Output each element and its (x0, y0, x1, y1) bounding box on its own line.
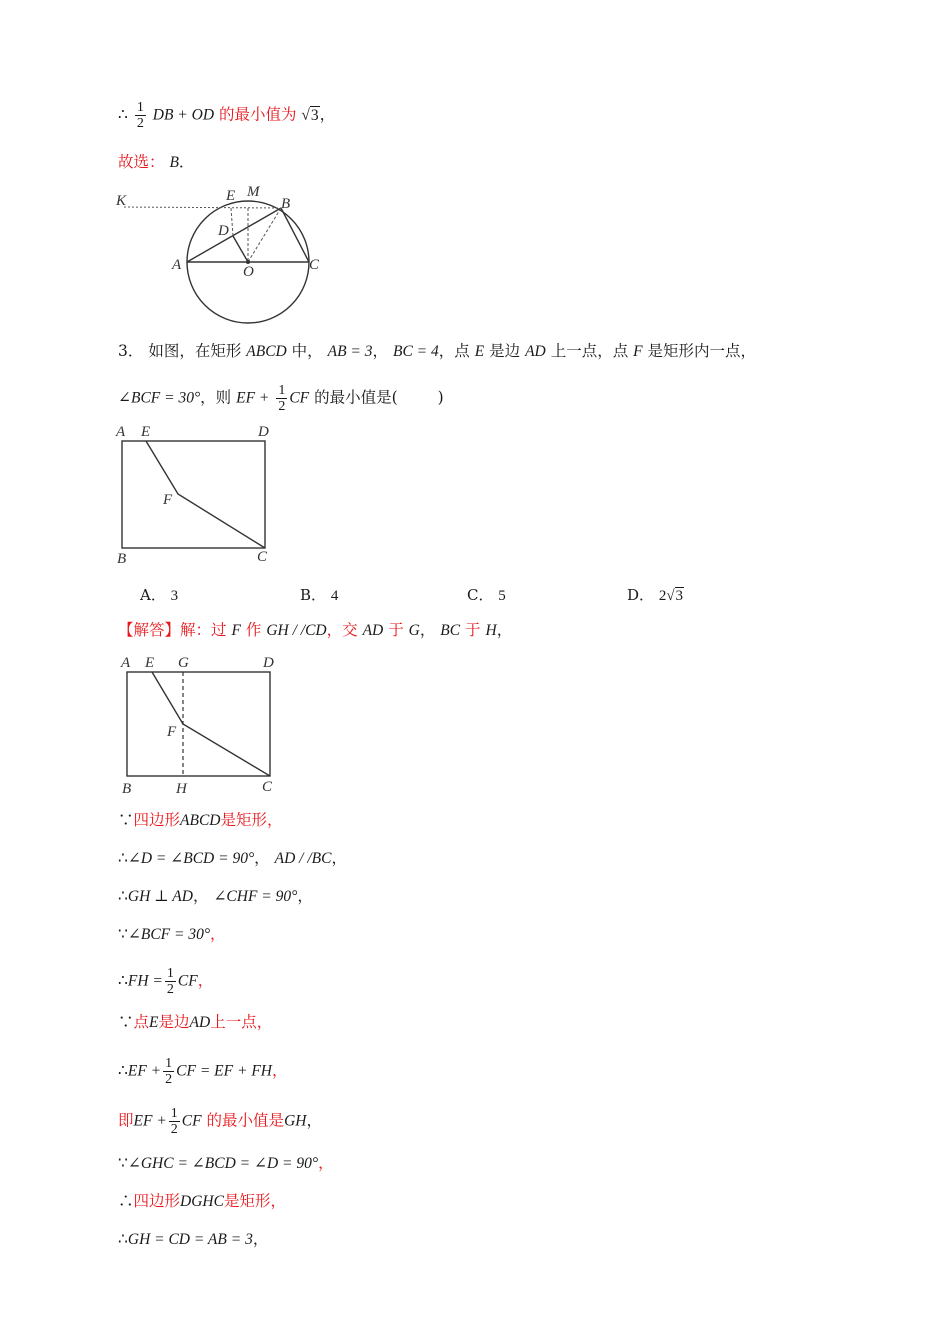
label-e: E (145, 655, 155, 671)
label-e: E (141, 424, 151, 440)
label-d: D (218, 223, 229, 239)
label-c: C (257, 549, 268, 565)
label-b: B (281, 196, 291, 212)
label-g: G (178, 655, 189, 671)
label-m: M (247, 184, 260, 200)
fraction-half: $\frac{1}{2}$ (170, 1106, 178, 1137)
solution-header: 【解答】解：过 F 作 GH / /CD，交 AD 于 G， BC 于 H， (118, 621, 513, 639)
step-11: ∴GH = CD = AB = 3， (118, 1230, 269, 1248)
question-number: 3． (118, 342, 144, 360)
label-d: D (263, 655, 274, 671)
step-9: ∵∠GHC = ∠BCD = ∠D = 90°， (118, 1154, 334, 1172)
step-10: ∴四边形DGHC是矩形， (118, 1192, 286, 1210)
intro-text: 的最小值为 (218, 105, 297, 124)
segment-d-o (233, 236, 248, 262)
step-6: ∵点E是边AD上一点， (118, 1013, 273, 1031)
intro-line: ∴ $\frac{1}{2}$ DB + OD 的最小值为 √3， (118, 100, 336, 131)
option-a[interactable]: A． 3 (140, 586, 179, 604)
chord-bc (281, 208, 309, 262)
option-c[interactable]: C． 5 (467, 586, 506, 604)
sqrt-value: √3 (301, 106, 319, 124)
label-b: B (122, 781, 132, 797)
label-f: F (167, 724, 177, 740)
option-d[interactable]: D． 2√3 (627, 586, 684, 604)
label-b: B (117, 551, 127, 567)
step-1: ∵四边形ABCD是矩形， (118, 811, 283, 829)
answer-choice: B (169, 154, 179, 171)
step-2: ∴∠D = ∠BCD = 90°， AD / /BC， (118, 849, 347, 867)
dotted-k-b (124, 207, 281, 208)
fraction-half: $\frac{1}{2}$ (136, 100, 144, 131)
fraction-half: $\frac{1}{2}$ (166, 966, 174, 997)
therefore-symbol: ∴ (118, 105, 128, 124)
intro-expr: DB + OD (152, 106, 215, 124)
label-e: E (226, 188, 236, 204)
label-f: F (163, 492, 173, 508)
step-7: ∴EF + $\frac{1}{2}$ CF = EF + FH， (118, 1056, 288, 1087)
fraction-half: $\frac{1}{2}$ (165, 1056, 173, 1087)
step-3: ∴GH ⊥ AD， ∠CHF = 90°， (118, 887, 313, 905)
label-c: C (309, 257, 320, 273)
rectangle-gh-figure (116, 652, 286, 797)
circle-figure (110, 180, 340, 330)
step-4: ∵∠BCF = 30°， (118, 925, 226, 943)
label-a: A (172, 257, 182, 273)
solution-tag: 【解答】 (118, 621, 181, 639)
dashed-e-d (231, 208, 233, 236)
rectangle-figure (112, 420, 282, 565)
answer-line: 故选： B． (118, 153, 195, 171)
rectangle-abcd (127, 672, 270, 776)
label-h: H (176, 781, 187, 797)
label-a: A (116, 424, 126, 440)
chord-ab (187, 208, 281, 262)
step-8: 即EF + $\frac{1}{2}$ CF 的最小值是GH， (118, 1106, 322, 1137)
rectangle-abcd (122, 441, 265, 548)
step-5: ∴FH = $\frac{1}{2}$ CF， (118, 966, 214, 997)
label-d: D (258, 424, 269, 440)
question-line-1: 3． 如图，在矩形 ABCD 中， AB = 3， BC = 4，点 E 是边 AD 上一点，点 F 是矩形内一点， (118, 342, 757, 360)
option-b[interactable]: B． 4 (300, 586, 339, 604)
label-c: C (262, 779, 273, 795)
label-a: A (121, 655, 131, 671)
label-k: K (116, 193, 127, 209)
fraction-half: $\frac{1}{2}$ (278, 383, 286, 414)
answer-label: 故选： (118, 153, 165, 171)
question-line-2: ∠BCF = 30°，则 EF + $\frac{1}{2}$ CF 的最小值是( ) (118, 383, 444, 414)
dashed-o-b (248, 208, 281, 262)
label-o: O (243, 264, 254, 280)
